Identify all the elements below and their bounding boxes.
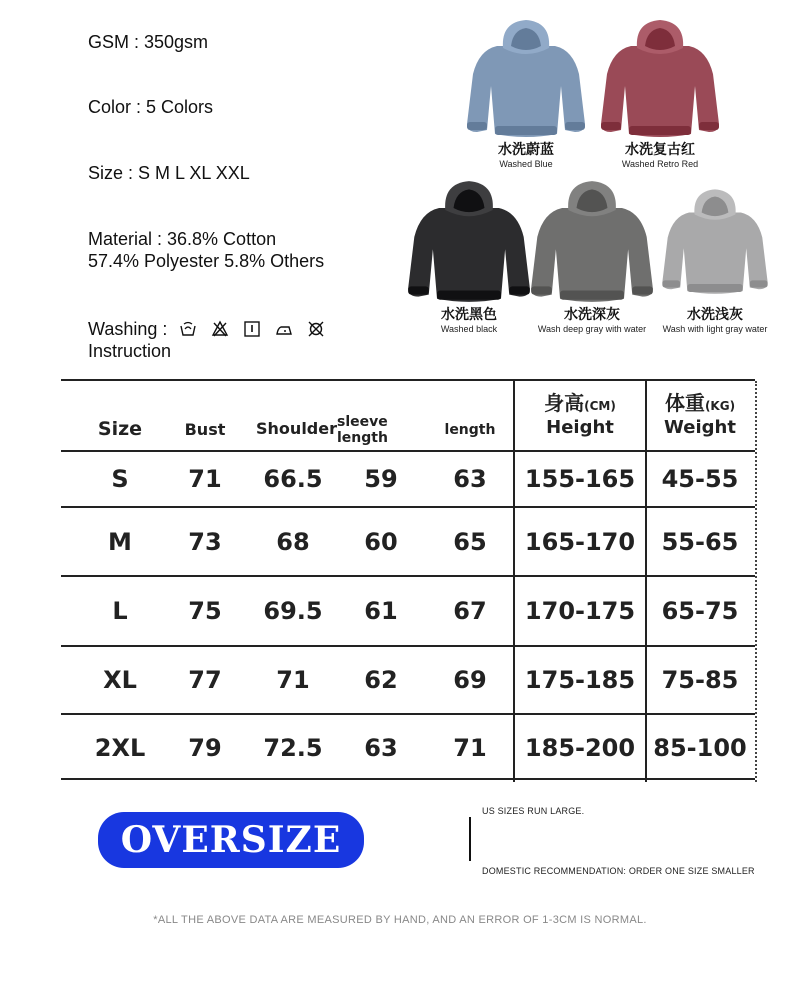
cell-bust: 73 [188,527,222,556]
hoodie-cuff-right [632,286,653,294]
tumble-dry-icon [243,320,261,338]
cell-size: 2XL [94,733,146,762]
header-length: length [444,421,496,438]
cell-height: 155-165 [524,465,636,493]
header-sleeve-length: sleeve length [337,413,388,446]
cell-size: XL [103,666,137,694]
header-height-cn: 身高 [544,391,585,415]
header-size: Size [97,417,143,440]
cell-sleeve: 60 [364,527,398,556]
cell-height: 185-200 [524,733,636,762]
hoodie-image [657,177,773,307]
cell-sleeve: 59 [364,465,398,493]
cell-length: 63 [453,465,487,493]
cell-weight: 85-100 [653,733,747,762]
header-height-unit: (CM) [584,399,616,413]
header-height-en: Height [546,417,614,438]
hoodie-hem [560,290,624,299]
cell-sleeve: 62 [364,666,398,694]
color-spec: Color : 5 Colors [88,97,214,117]
hoodie-hem [437,290,501,299]
washing-label-2: Instruction [88,341,172,361]
cell-weight: 45-55 [661,465,739,493]
color-name-cn: 水洗蔚蓝 [498,142,554,158]
no-bleach-icon [211,320,229,338]
color-name-en: Washed Blue [499,159,553,169]
header-weight-unit: (KG) [704,399,736,413]
hoodie-cuff-left [662,280,680,287]
hoodie-washed-blue [456,16,596,170]
color-name-cn: 水洗复古红 [625,142,695,158]
color-name-cn: 水洗深灰 [564,307,620,323]
color-name-en: Washed black [440,324,498,334]
cell-height: 165-170 [524,527,636,556]
cell-height: 170-175 [524,597,636,625]
measurement-footnote: *ALL THE ABOVE DATA ARE MEASURED BY HAND, AND AN ERROR OF 1-3CM IS NORMAL. [153,914,647,926]
cell-bust: 75 [188,597,222,625]
cell-size: L [112,597,128,625]
cell-sleeve: 63 [364,733,398,762]
hoodie-cuff-left [408,286,429,294]
hoodie-hem [687,284,742,292]
cell-shoulder: 66.5 [263,465,323,493]
domestic-recommendation-note: DOMESTIC RECOMMENDATION: ORDER ONE SIZE SMALLER [482,866,755,876]
cell-bust: 79 [188,733,222,762]
header-height [515,381,645,450]
cell-bust: 71 [188,465,222,493]
hoodie-cuff-right [699,122,719,130]
cell-size: M [108,527,132,556]
cell-shoulder: 68 [276,527,310,556]
table-row [61,713,755,780]
gsm-spec: GSM : 350gsm [88,32,209,52]
color-name-en: Washed Retro Red [621,159,699,169]
cell-shoulder: 69.5 [263,597,323,625]
hoodie-cuff-right [565,122,585,130]
hoodie-image [524,177,660,307]
header-weight-en: Weight [664,417,736,438]
oversize-badge-text: OVERSIZE [120,819,342,861]
no-dry-clean-icon [307,320,325,338]
table-row [61,575,755,645]
washing-spec [88,318,325,362]
size-chart-table [61,379,755,780]
table-header-row [61,381,755,450]
cell-weight: 75-85 [661,666,739,694]
header-weight [647,381,753,450]
color-name-en: Wash deep gray with water [537,324,647,334]
cell-bust: 77 [188,666,222,694]
cell-weight: 65-75 [661,597,739,625]
hoodie-cuff-right [750,280,768,287]
hoodie-cuff-left [531,286,552,294]
hoodie-washed-retro-red [588,16,732,170]
iron-low-icon [275,320,293,338]
cell-length: 65 [453,527,487,556]
hand-wash-icon [179,320,197,338]
header-bust: Bust [184,420,226,439]
cell-length: 71 [453,733,487,762]
header-shoulder: Shoulder [256,419,337,438]
header-weight-cn: 体重 [664,391,705,415]
color-name-cn: 水洗浅灰 [687,307,743,323]
washing-icons [179,320,325,338]
cell-length: 67 [453,597,487,625]
cell-size: S [111,465,129,493]
hoodie-hem [495,126,557,135]
oversize-badge [98,812,364,868]
cell-sleeve: 61 [364,597,398,625]
cell-height: 175-185 [524,666,636,694]
hoodie-cuff-left [467,122,487,130]
washing-label: Washing : [88,319,168,339]
material-line-1: Material : 36.8% Cotton [88,229,277,249]
table-row [61,450,755,506]
hoodie-image [461,16,591,142]
color-name-cn: 水洗黑色 [441,307,497,323]
material-line-2: 57.4% Polyester 5.8% Others [88,251,325,271]
color-name-en: Wash with light gray water [662,324,768,334]
material-spec [88,228,324,272]
hoodie-wash-deep-gray [524,177,660,335]
hoodie-washed-black [396,177,542,335]
hoodie-cuff-left [601,122,621,130]
cell-shoulder: 71 [276,666,310,694]
hoodie-hem [629,126,691,135]
cell-shoulder: 72.5 [263,733,323,762]
hoodie-wash-light-gray [656,177,774,335]
hoodie-image [401,177,537,307]
table-row [61,645,755,713]
us-sizes-note: US SIZES RUN LARGE. [482,806,585,816]
size-spec: Size : S M L XL XXL [88,163,250,183]
note-divider [469,817,471,861]
table-right-border [755,381,757,782]
hoodie-image [591,16,729,142]
cell-length: 69 [453,666,487,694]
cell-weight: 55-65 [661,527,739,556]
table-row [61,506,755,575]
